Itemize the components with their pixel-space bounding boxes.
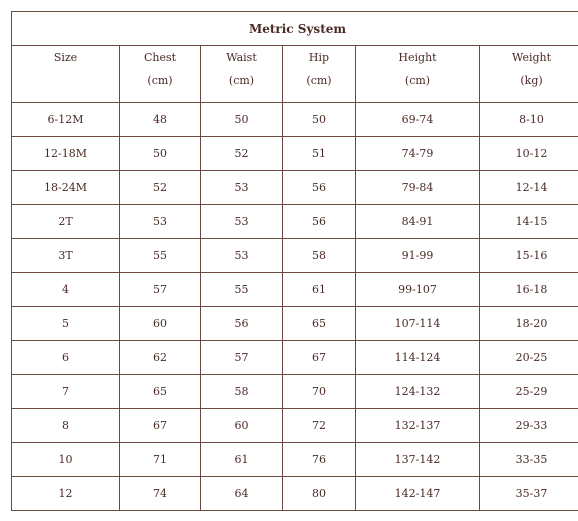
cell-chest: 53 [120,205,201,239]
column-header-label: Height [398,51,437,64]
cell-weight: 8-10 [480,103,578,137]
table-row [12,477,578,511]
size-chart-table [11,11,578,511]
cell-weight: 35-37 [480,477,578,511]
cell-hip: 80 [283,477,356,511]
cell-weight: 20-25 [480,341,578,375]
cell-chest: 67 [120,409,201,443]
cell-size: 6-12M [12,103,120,137]
cell-chest: 57 [120,273,201,307]
table-row [12,205,578,239]
cell-size: 18-24M [12,171,120,205]
cell-height: 124-132 [356,375,480,409]
column-header-label: Size [53,51,78,64]
column-header-unit: (cm) [228,74,255,87]
table-row [12,171,578,205]
cell-chest: 65 [120,375,201,409]
cell-weight: 16-18 [480,273,578,307]
cell-height: 142-147 [356,477,480,511]
cell-hip: 72 [283,409,356,443]
table-row [12,103,578,137]
cell-size: 2T [12,205,120,239]
column-header-weight [480,46,578,103]
cell-height: 137-142 [356,443,480,477]
cell-hip: 56 [283,171,356,205]
cell-size: 4 [12,273,120,307]
cell-weight: 15-16 [480,239,578,273]
cell-chest: 62 [120,341,201,375]
cell-chest: 48 [120,103,201,137]
cell-waist: 57 [201,341,283,375]
cell-chest: 50 [120,137,201,171]
cell-height: 84-91 [356,205,480,239]
cell-hip: 51 [283,137,356,171]
cell-weight: 29-33 [480,409,578,443]
column-header-size [12,46,120,103]
header-row [12,46,578,103]
cell-chest: 71 [120,443,201,477]
table-row [12,239,578,273]
cell-hip: 56 [283,205,356,239]
cell-chest: 74 [120,477,201,511]
column-header-unit: (cm) [147,74,173,87]
cell-hip: 67 [283,341,356,375]
cell-size: 10 [12,443,120,477]
cell-height: 74-79 [356,137,480,171]
cell-hip: 61 [283,273,356,307]
cell-hip: 65 [283,307,356,341]
table-row [12,273,578,307]
table-row [12,375,578,409]
cell-chest: 60 [120,307,201,341]
cell-weight: 12-14 [480,171,578,205]
cell-waist: 53 [201,239,283,273]
column-header-height [356,46,480,103]
column-header-label: Waist [226,51,257,64]
cell-size: 7 [12,375,120,409]
cell-weight: 14-15 [480,205,578,239]
cell-waist: 61 [201,443,283,477]
column-header-unit: (cm) [404,74,431,87]
cell-size: 6 [12,341,120,375]
table-row [12,137,578,171]
cell-waist: 64 [201,477,283,511]
cell-weight: 25-29 [480,375,578,409]
column-header-label: Chest [143,51,177,64]
cell-weight: 10-12 [480,137,578,171]
table-title: Metric System [12,12,578,46]
column-header-waist [201,46,283,103]
cell-waist: 53 [201,171,283,205]
cell-height: 107-114 [356,307,480,341]
cell-hip: 70 [283,375,356,409]
cell-height: 69-74 [356,103,480,137]
cell-waist: 52 [201,137,283,171]
cell-waist: 53 [201,205,283,239]
cell-chest: 55 [120,239,201,273]
table-row [12,409,578,443]
cell-waist: 58 [201,375,283,409]
table-row [12,307,578,341]
cell-size: 12-18M [12,137,120,171]
table-body [12,103,578,511]
cell-waist: 56 [201,307,283,341]
cell-waist: 60 [201,409,283,443]
column-header-hip [283,46,356,103]
column-header-label: Hip [308,51,330,64]
cell-height: 79-84 [356,171,480,205]
cell-chest: 52 [120,171,201,205]
cell-weight: 33-35 [480,443,578,477]
cell-size: 8 [12,409,120,443]
cell-size: 12 [12,477,120,511]
table-row [12,341,578,375]
cell-waist: 55 [201,273,283,307]
column-header-label: Weight [512,51,552,64]
cell-weight: 18-20 [480,307,578,341]
cell-size: 3T [12,239,120,273]
column-header-chest [120,46,201,103]
column-header-unit: (cm) [306,74,332,87]
cell-hip: 50 [283,103,356,137]
cell-height: 114-124 [356,341,480,375]
table-row [12,443,578,477]
cell-height: 99-107 [356,273,480,307]
column-header-unit: (kg) [520,74,543,87]
cell-waist: 50 [201,103,283,137]
cell-hip: 58 [283,239,356,273]
cell-height: 91-99 [356,239,480,273]
cell-size: 5 [12,307,120,341]
cell-hip: 76 [283,443,356,477]
cell-height: 132-137 [356,409,480,443]
